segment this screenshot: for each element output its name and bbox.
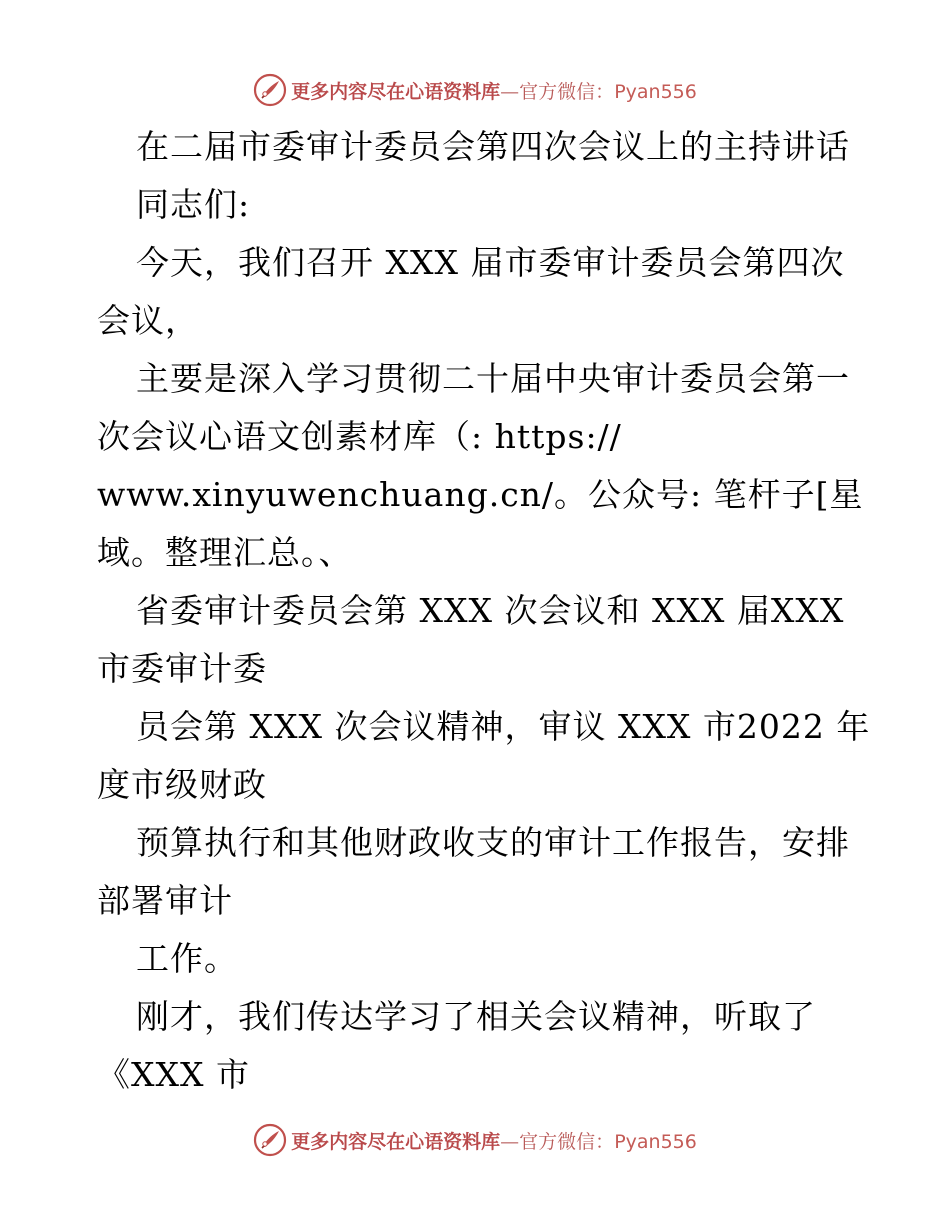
text-line: 《XXX 市 <box>97 1055 250 1094</box>
text-line: 工作。 <box>136 939 238 978</box>
text-line: 员会第 XXX 次会议精神，审议 XXX 市2022 年 <box>136 707 871 746</box>
footer-watermark <box>0 1120 950 1160</box>
watermark-brand: 更多内容尽在心语资料库 <box>291 1130 501 1153</box>
text-line: 预算执行和其他财政收支的审计工作报告，安排 <box>136 823 850 862</box>
watermark-wechat-id: Pyan556 <box>614 1130 697 1153</box>
document-title: 在二届市委审计委员会第四次会议上的主持讲话 <box>136 127 850 166</box>
text-line: 同志们: <box>136 185 251 224</box>
text-line: 今天，我们召开 XXX 届市委审计委员会第四次 <box>136 243 845 282</box>
watermark-separator: — <box>500 1130 520 1153</box>
text-line: 刚才，我们传达学习了相关会议精神，听取了 <box>136 997 816 1036</box>
text-line: 度市级财政 <box>97 765 267 804</box>
watermark-label: 官方微信： <box>519 1130 615 1153</box>
watermark-brand: 更多内容尽在心语资料库 <box>291 80 501 103</box>
text-line: www.xinyuwenchuang.cn/。公众号: 笔杆子[星 <box>97 475 864 514</box>
text-line: 域。整理汇总。、 <box>97 533 353 572</box>
text-line: 主要是深入学习贯彻二十届中央审计委员会第一 <box>136 359 850 398</box>
text-line: 次会议心语文创素材库（: https:// <box>97 417 622 456</box>
quill-pen-logo-icon <box>253 1123 287 1157</box>
text-line: 省委审计委员会第 XXX 次会议和 XXX 届XXX <box>136 591 845 630</box>
text-line: 部署审计 <box>97 881 233 920</box>
watermark-wechat-id: Pyan556 <box>614 80 697 103</box>
watermark-label: 官方微信： <box>519 80 615 103</box>
text-line: 市委审计委 <box>97 649 267 688</box>
text-line: 会议， <box>97 301 199 340</box>
watermark-separator: — <box>500 80 520 103</box>
